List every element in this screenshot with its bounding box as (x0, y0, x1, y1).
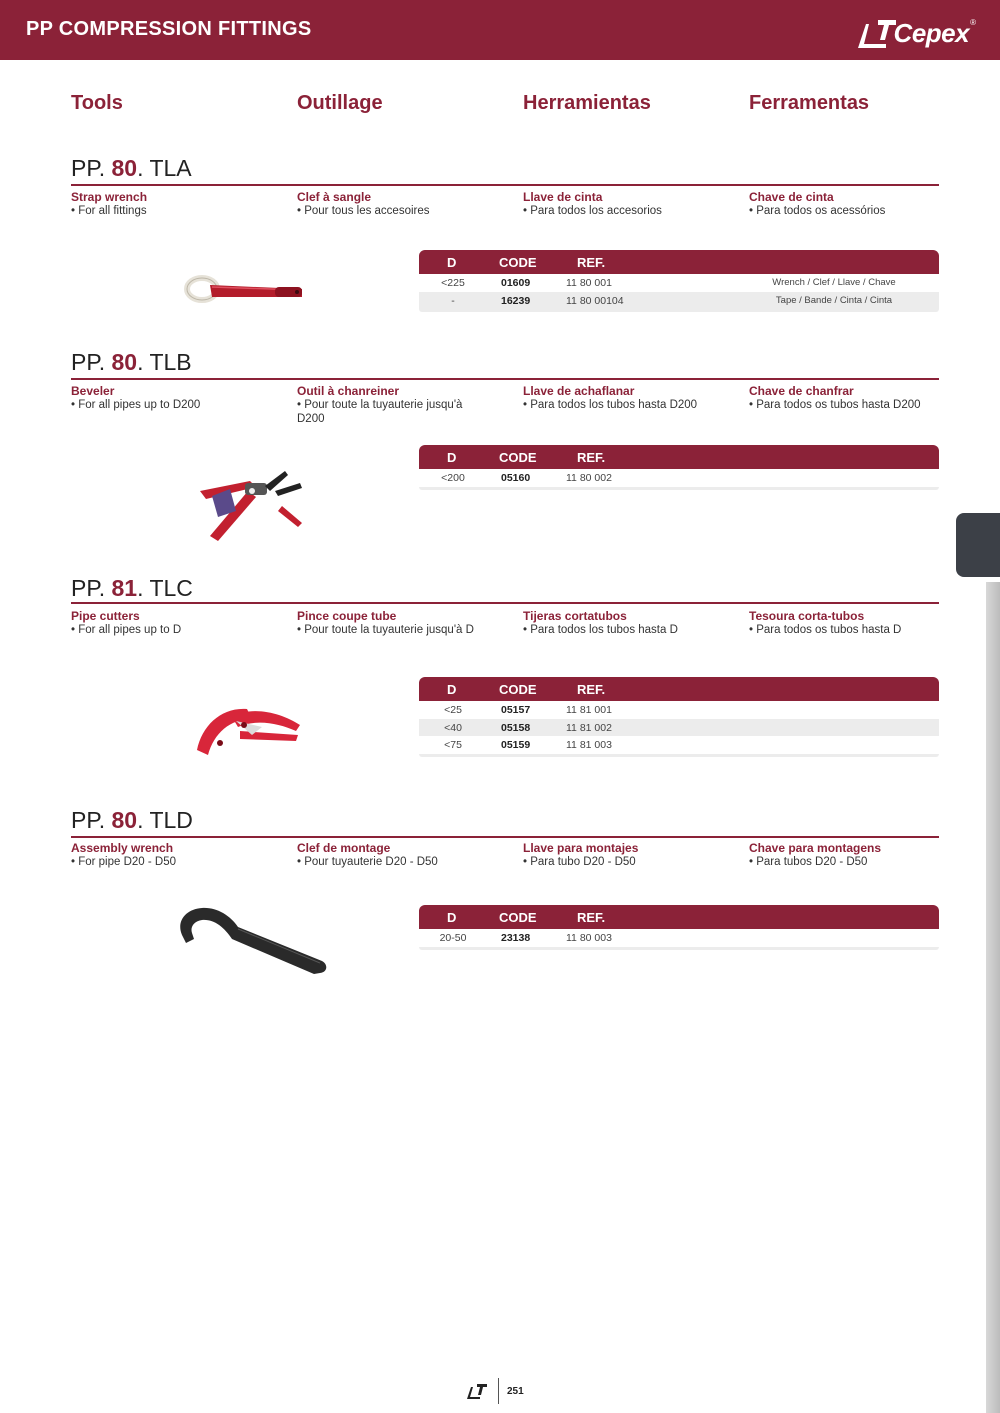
beveler-image (190, 461, 320, 551)
table-row: <40 05158 11 81 002 (419, 719, 939, 737)
table-row: <25 05157 11 81 001 (444, 704, 612, 716)
spec-table (419, 445, 939, 490)
desc-es: Llave de achaflanar • Para todos los tubos hasta D200 (523, 384, 698, 411)
strap-wrench-image (180, 267, 310, 317)
spec-table (419, 250, 939, 312)
desc-es: Tijeras cortatubos • Para todos los tubos hasta D (523, 609, 678, 636)
section-title-pt: Ferramentas (749, 92, 870, 114)
desc-fr: Outil à chanreiner • Pour toute la tuyauterie jusqu'à D200 (297, 384, 463, 425)
desc-en: Pipe cutters • For all pipes up to D (71, 609, 182, 636)
desc-es: Llave para montajes • Para tubo D20 - D50 (523, 841, 639, 868)
footer (466, 1378, 524, 1404)
table-header: D CODE REF. (419, 677, 939, 701)
section-side-tab[interactable] (956, 513, 1000, 577)
table-header: D CODE REF. (419, 445, 939, 469)
side-strip (986, 582, 1000, 1413)
table-end (419, 309, 939, 312)
title-rule (71, 378, 939, 380)
title-rule (71, 184, 939, 186)
header-bar (0, 0, 1000, 60)
desc-en: Beveler • For all pipes up to D200 (71, 384, 201, 411)
brand-logo (856, 16, 976, 50)
section-title-fr: Outillage (297, 92, 383, 114)
header-title: PP COMPRESSION FITTINGS (26, 18, 312, 40)
hook-wrench-image (172, 903, 332, 988)
brand-registered-mark: ® (970, 18, 976, 27)
desc-pt: Chave de cinta • Para todos os acessórios (749, 190, 886, 217)
table-header: D CODE REF. (419, 905, 939, 929)
section-title-es: Herramientas (523, 92, 651, 114)
title-rule (71, 602, 939, 604)
desc-pt: Chave para montagens • Para tubos D20 - D50 (749, 841, 882, 868)
pipe-cutter-image (192, 695, 312, 770)
table-end (419, 947, 939, 950)
table-end (419, 754, 939, 757)
desc-es: Llave de cinta • Para todos los accesorios (523, 190, 662, 217)
desc-en: Assembly wrench • For pipe D20 - D50 (71, 841, 177, 868)
product-code-title: PP. 81. TLC (71, 575, 193, 601)
table-row: - 16239 11 80 00104 Tape / Bande / Cinta / Cinta (419, 292, 939, 310)
table-row: <75 05159 11 81 003 (444, 739, 612, 751)
brand-name: Cepex (893, 17, 970, 48)
section-title-en: Tools (71, 92, 123, 114)
desc-fr: Clef de montage • Pour tuyauterie D20 - D50 (297, 841, 438, 868)
footer-separator (498, 1378, 499, 1404)
title-rule (71, 836, 939, 838)
product-code-title: PP. 80. TLB (71, 349, 192, 375)
desc-fr: Clef à sangle • Pour tous les accesoires (297, 190, 430, 217)
cepex-mark-icon (466, 1382, 488, 1400)
spec-table (419, 905, 939, 950)
table-row: <200 05160 11 80 002 (441, 472, 612, 484)
table-row: <225 01609 11 80 001 Wrench / Clef / Llave / Chave (441, 277, 896, 289)
desc-fr: Pince coupe tube • Pour toute la tuyauterie jusqu'à D (297, 609, 474, 636)
table-end (419, 487, 939, 490)
page-number: 251 (507, 1385, 524, 1397)
spec-table (419, 677, 939, 757)
table-header: D CODE REF. (419, 250, 939, 274)
product-code-title: PP. 80. TLA (71, 155, 192, 181)
desc-en: Strap wrench • For all fittings (71, 190, 148, 217)
product-code-title: PP. 80. TLD (71, 807, 193, 833)
desc-pt: Tesoura corta-tubos • Para todos os tubos hasta D (749, 609, 902, 636)
section-titles (71, 92, 951, 118)
cepex-mark-icon (856, 16, 898, 50)
table-row: 20-50 23138 11 80 003 (439, 932, 612, 944)
desc-pt: Chave de chanfrar • Para todos os tubos hasta D200 (749, 384, 921, 411)
